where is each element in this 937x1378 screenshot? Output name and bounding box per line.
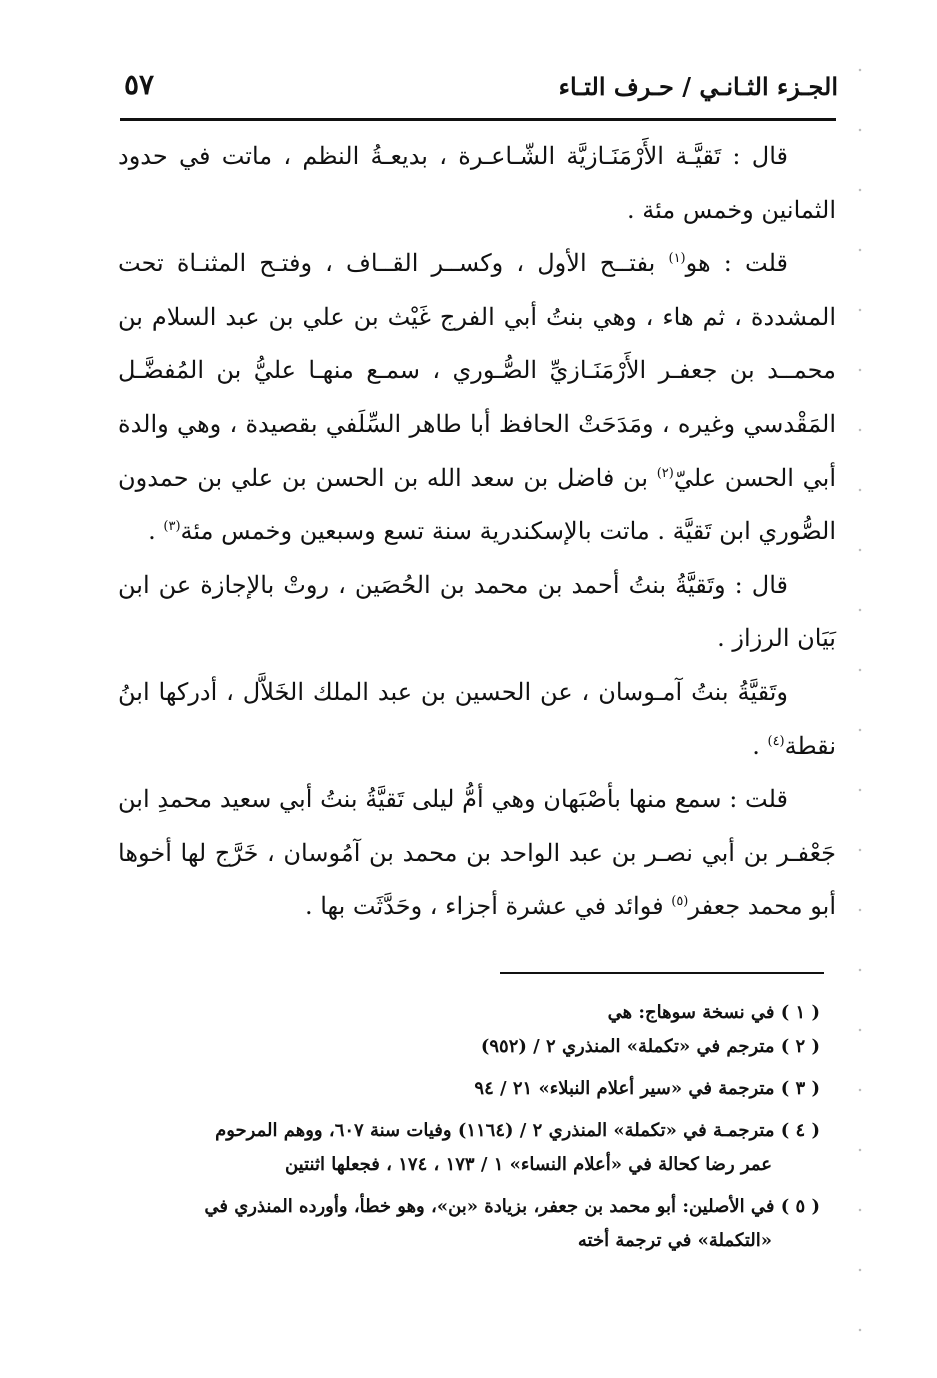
paragraph-5 (118, 773, 836, 934)
paragraph-4-text-a: وتَقيَّةُ بنتُ آمـوسان ، عن الحسين بن عبد الملك الخَلاَّل ، أدركها ابنُ نقطة (118, 677, 836, 760)
page-number: ٥٧ (124, 68, 155, 101)
header-rule (120, 118, 836, 121)
paragraph-2 (118, 237, 836, 559)
paragraph-2-text-c: بن فاضل بن سعد الله بن الحسن بن علي بن حمدون الصُّوري ابن تَقيَّة . ماتت بالإسكندرية سنة تسع وسبعين وخمس مئة (118, 463, 836, 546)
footnotes (108, 996, 820, 1258)
footnote-ref-2: (٢) (656, 465, 674, 481)
main-text (118, 130, 836, 934)
footnote-5-continued: «التكملة» في ترجمة أخته (577, 1230, 772, 1251)
paragraph-3-text: قال : وتَقيَّةُ بنتُ أحمد بن محمد بن الحُصَين ، روتْ بالإجازة عن ابن بَيَان الرزاز . (118, 570, 836, 653)
paragraph-1 (118, 130, 836, 237)
footnote-4-continued: عمر رضا كحالة في «أعلام النساء» ١ / ١٧٣ ، ١٧٤ ، فجعلها اثنتين (284, 1154, 772, 1175)
paragraph-2-text-a: قلت : هو (685, 249, 788, 278)
footnote-4: ( ٤ ) مترجمـة في «تكملة» المنذري ٢ / (١١٦٤) وفيات سنة ٦٠٧، ووهم المرحوم (215, 1120, 820, 1141)
footnote-separator (500, 972, 824, 974)
footnote-1: ( ١ ) في نسخة سوهاج: هي (607, 1002, 820, 1023)
paragraph-5-text-b: فوائد في عشرة أجزاء ، وحَدَّثَت بها . (304, 892, 672, 921)
scan-margin-dots (858, 40, 862, 1360)
paragraph-1-text: قال : تَقيَّـة الأَرْمَنَـازيَّة الشّـاعـرة ، بديعـةُ النظم ، ماتت في حدود الثمانين وخمس مئة . (118, 142, 836, 224)
paragraph-5-text-a: قلت : سمع منها بأصْبَهان وهي أمُّ ليلى تَقيَّةُ بنتُ أبي سعيد محمدِ ابن جَعْفـر بن أبي نصـر بن عبد الواحد بن محمد بن آمُوسان ، خَرَّج لها أخوها أبو محمد جعفر (118, 785, 836, 921)
footnote-ref-5: (٥) (671, 894, 689, 910)
footnote-ref-1: (١) (668, 251, 686, 267)
paragraph-2-text-d: . (148, 517, 164, 546)
footnote-5: ( ٥ ) في الأصلين: أبو محمد بن جعفر، بزيادة «بن»، وهو خطأ، وأورده المنذري في (204, 1196, 820, 1217)
footnote-2: ( ٢ ) مترجم في «تكملة» المنذري ٢ / (٩٥٢) (480, 1036, 820, 1057)
paragraph-3 (118, 559, 836, 666)
running-title: الجـزء الثـانـي / حـرف التـاء (558, 72, 838, 101)
paragraph-4 (118, 666, 836, 773)
page-header (120, 62, 838, 116)
paragraph-2-text-b: بفتــح الأول ، وكســر القــاف ، وفتـح المثنـاة تحت المشددة ، ثم هاء ، وهي بنتُ أبي الفرج غَيْث بن علي بن عبد السلام بن محمــد بن جعفـر الأَرْمَنَـازيِّ الصُّـوري ، سمـع منهـا عليُّ بن المُفضَّـل المَقْدسي وغيره ، ومَدَحَتْ الحافظ أبا طاهر السِّلَفي بقصيدة ، وهي والدة أبي الحسن عليّ (118, 249, 837, 492)
footnote-ref-3: (٣) (163, 519, 181, 535)
footnote-3: ( ٣ ) مترجمة في «سير أعلام النبلاء» ٢١ / ٩٤ (474, 1078, 820, 1099)
footnote-ref-4: (٤) (767, 733, 785, 749)
paragraph-4-text-b: . (752, 731, 768, 760)
